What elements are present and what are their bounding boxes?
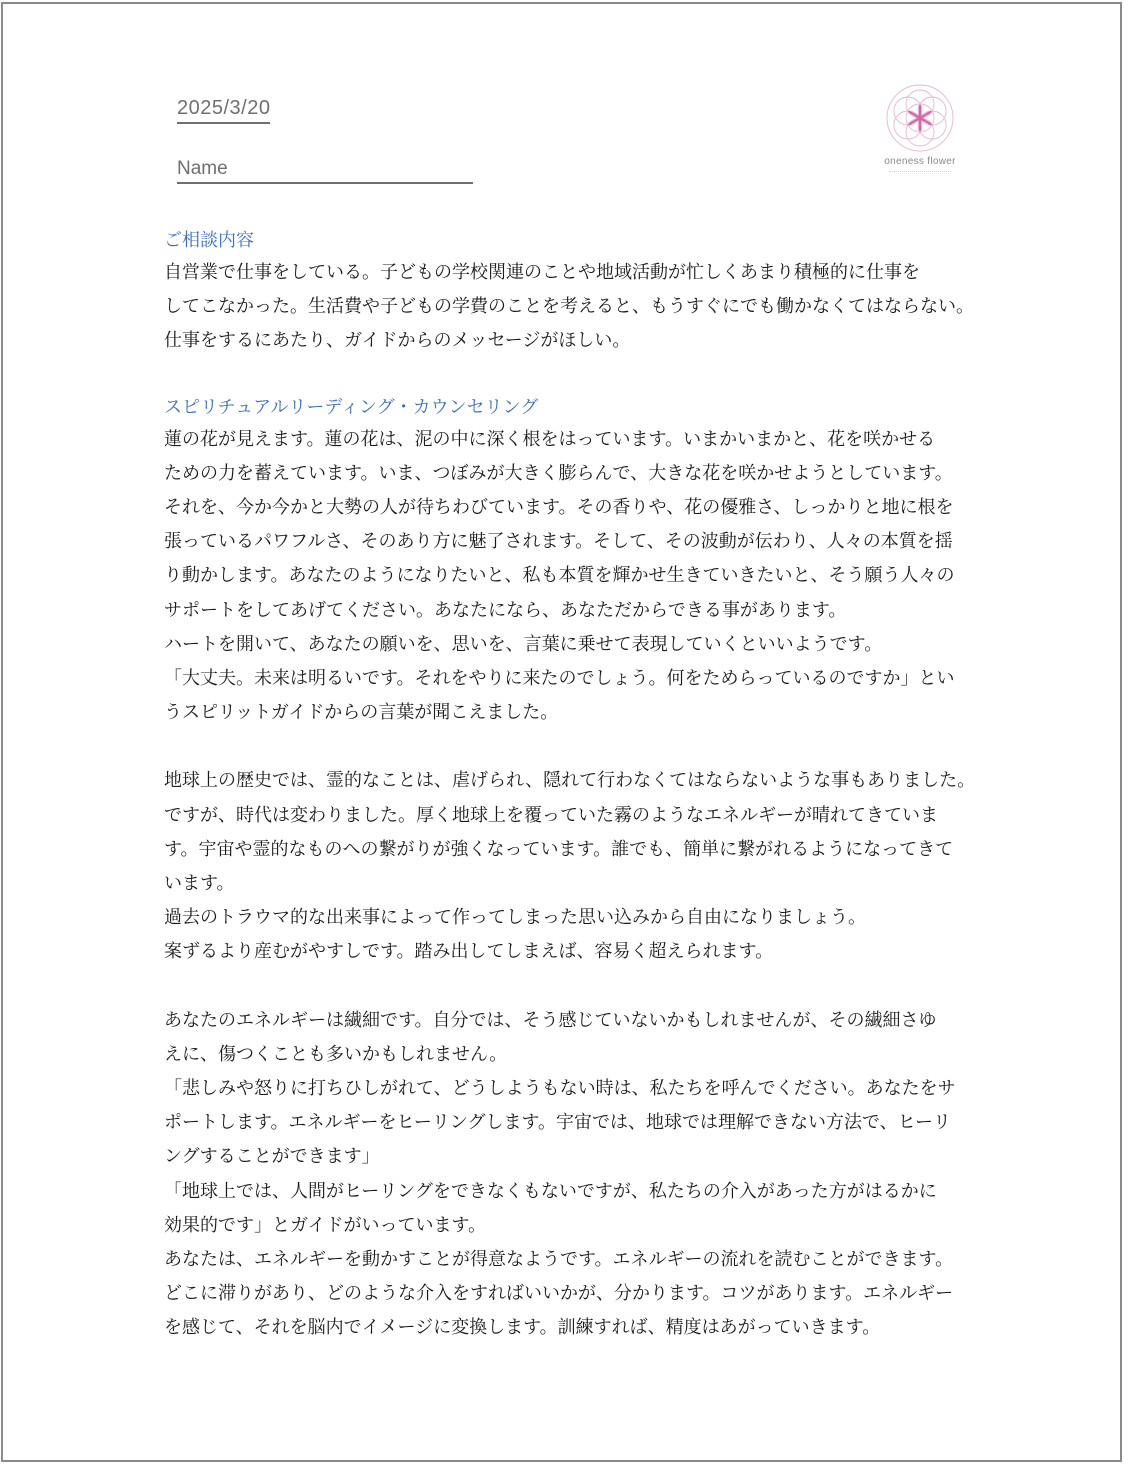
text-line: 過去のトラウマ的な出来事によって作ってしまった思い込みから自由になりましょう。 xyxy=(164,907,866,929)
name-field: Name xyxy=(177,158,473,184)
logo-text: oneness flower xyxy=(884,156,956,167)
text-line: ングすることができます」 xyxy=(164,1146,380,1168)
text-line: ハートを開いて、あなたの願いを、思いを、言葉に乗せて表現していくといいようです。 xyxy=(164,633,883,655)
text-line: どこに滞りがあり、どのような介入をすればいいかが、分かります。コツがあります。エネルギー xyxy=(164,1283,954,1305)
text-line: あなたのエネルギーは繊細です。自分では、そう感じていないかもしれませんが、その繊細さゆ xyxy=(164,1009,937,1031)
section-spacer xyxy=(164,359,994,393)
oneness-flower-logo xyxy=(876,82,964,182)
text-line: 効果的です」とガイドがいっています。 xyxy=(164,1214,487,1236)
text-line: えに、傷つくことも多いかもしれません。 xyxy=(164,1043,508,1065)
text-line: うスピリットガイドからの言葉が聞こえました。 xyxy=(164,702,559,724)
document-page xyxy=(1,2,1122,1462)
text-line: 張っているパワフルさ、そのあり方に魅了されます。そして、その波動が伝わり、人々の本質を揺 xyxy=(164,531,953,553)
paragraph xyxy=(164,256,994,359)
text-line: それを、今か今かと大勢の人が待ちわびています。その香りや、花の優雅さ、しっかりと地に根を xyxy=(164,497,954,519)
text-line: います。 xyxy=(164,873,235,895)
logo-tagline xyxy=(889,171,951,174)
text-line: り動かします。あなたのようになりたいと、私も本質を輝かせ生きていきたいと、そう願う人々の xyxy=(164,565,955,587)
paragraph xyxy=(164,764,994,969)
text-line: ための力を蓄えています。いま、つぼみが大きく膨らんで、大きな花を咲かせようとしています。 xyxy=(164,462,953,484)
text-line: サポートをしてあげてください。あなたになら、あなただからできる事があります。 xyxy=(164,599,847,621)
paragraph-spacer xyxy=(164,970,994,1004)
text-line: 案ずるより産むがやすしです。踏み出してしまえば、容易く超えられます。 xyxy=(164,941,774,963)
text-line: してこなかった。生活費や子どもの学費のことを考えると、もうすぐにでも働かなくてはならない。 xyxy=(164,296,974,318)
text-line: ポートします。エネルギーをヒーリングします。宇宙では、地球では理解できない方法で、ヒーリ xyxy=(164,1112,951,1134)
text-line: 仕事をするにあたり、ガイドからのメッセージがほしい。 xyxy=(164,330,631,352)
text-line: 「悲しみや怒りに打ちひしがれて、どうしようもない時は、私たちを呼んでください。あなたをサ xyxy=(164,1078,956,1100)
document-body xyxy=(164,226,994,1346)
paragraph xyxy=(164,1004,994,1346)
text-line: ですが、時代は変わりました。厚く地球上を覆っていた霧のようなエネルギーが晴れてきていま xyxy=(164,804,938,826)
text-line: を感じて、それを脳内でイメージに変換します。訓練すれば、精度はあがっていきます。 xyxy=(164,1317,881,1339)
text-line: あなたは、エネルギーを動かすことが得意なようです。エネルギーの流れを読むことができます。 xyxy=(164,1249,954,1271)
date-field: 2025/3/20 xyxy=(177,96,270,124)
text-line: 「大丈夫。未来は明るいです。それをやりに来たのでしょう。何をためらっているのですか」とい xyxy=(164,668,955,690)
text-line: 「地球上では、人間がヒーリングをできなくもないですが、私たちの介入があった方がはるかに xyxy=(164,1180,937,1202)
section-heading: スピリチュアルリーディング・カウンセリング xyxy=(164,396,539,418)
section-heading: ご相談内容 xyxy=(164,230,254,251)
paragraph-spacer xyxy=(164,730,994,764)
text-line: す。宇宙や霊的なものへの繋がりが強くなっています。誰でも、簡単に繋がれるようになってきて xyxy=(164,838,954,860)
paragraph xyxy=(164,423,994,731)
flower-of-life-icon xyxy=(884,82,956,154)
text-line: 蓮の花が見えます。蓮の花は、泥の中に深く根をはっています。いまかいまかと、花を咲かせる xyxy=(164,428,936,450)
text-line: 自営業で仕事をしている。子どもの学校関連のことや地域活動が忙しくあまり積極的に仕事を xyxy=(164,262,920,283)
text-line: 地球上の歴史では、霊的なことは、虐げられ、隠れて行わなくてはならないような事もありました。 xyxy=(164,770,976,792)
